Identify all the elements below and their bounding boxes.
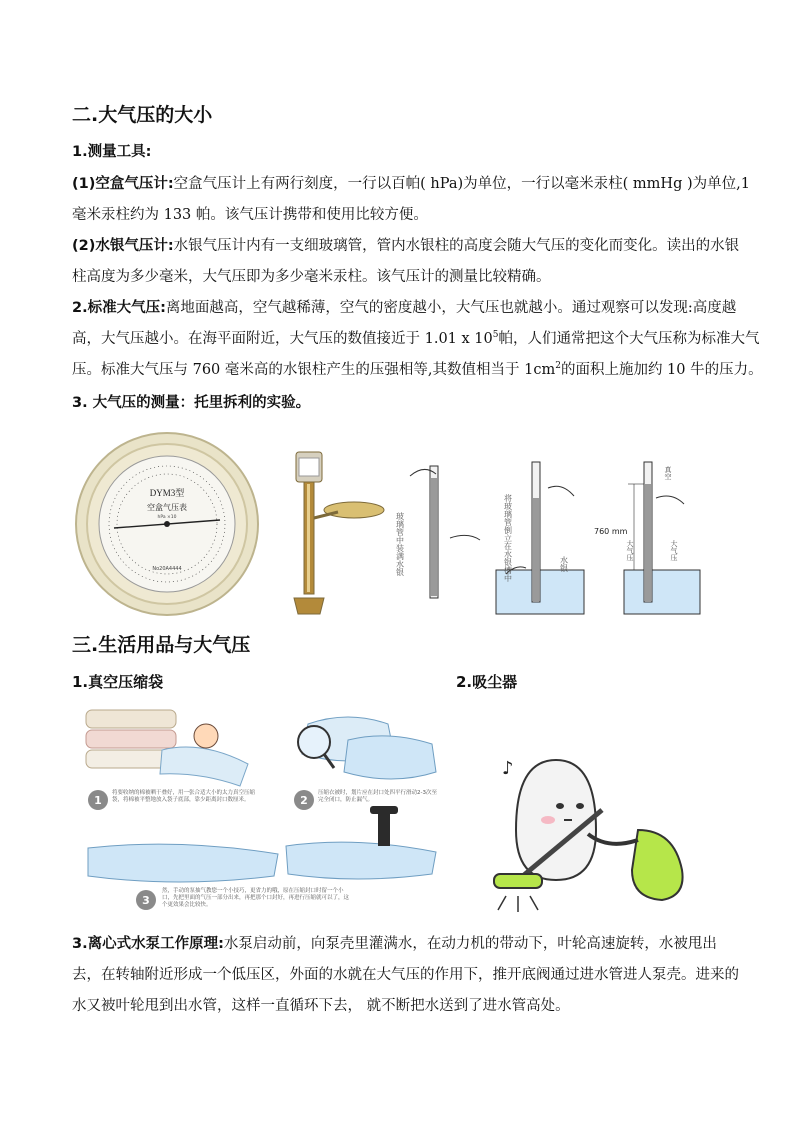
section2-title: 二.大气压的大小 xyxy=(72,104,213,126)
vacuum-bag-image xyxy=(78,700,448,918)
step2-caption: 将玻璃管倒立在水银槽中 xyxy=(503,494,513,582)
mercury-paragraph-line1: (2)水银气压计:水银气压计内有一支细玻璃管，管内水银柱的高度会随大气压的变化而变化。读出的水银 xyxy=(72,238,740,254)
step1-caption: 玻璃管中装满水银 xyxy=(395,512,405,576)
height-label: 760 mm xyxy=(594,527,628,536)
svg-text:1: 1 xyxy=(94,794,102,807)
mercury-label: (2)水银气压计: xyxy=(72,238,174,254)
vacuum-cleaner-image xyxy=(488,740,688,920)
mercury-word: 水银 xyxy=(559,556,569,572)
pump-paragraph-line2: 去，在转轴附近形成一个低压区，外面的水就在大气压的作用下，推开底阀通过进水管进人泵壳。进来的 xyxy=(72,967,739,983)
aneroid-barometer-image xyxy=(74,430,260,618)
aneroid-label: (1)空盒气压计: xyxy=(72,176,174,192)
aneroid-unit-text: hPa ×10 xyxy=(157,515,177,520)
aneroid-model-text: DYM3型 xyxy=(149,488,185,498)
section3-title: 三.生活用品与大气压 xyxy=(72,634,251,656)
atm-right-label: 大气压 xyxy=(670,540,678,561)
pump-paragraph-line1: 3.离心式水泵工作原理:水泵启动前，向泵壳里灌满水，在动力机的带动下，叶轮高速旋转，水被甩出 xyxy=(72,936,717,952)
bag-step3-caption: 然，手动的泵抽气教您一个小技巧，更省力的哦，原在压缩封口时留一个小口，先把里面的气压一部分出来，再把那个口封好，再进行压缩就可以了，这个更效果会比较快。 xyxy=(162,888,350,908)
pump-paragraph-line3: 水又被叶轮甩到出水管，这样一直循环下去， 就不断把水送到了进水管高处。 xyxy=(72,998,570,1014)
vacuum-cleaner-heading: 2.吸尘器 xyxy=(456,673,518,691)
measure-heading: 3. 大气压的测量：托里拆利的实验。 xyxy=(72,395,311,411)
aneroid-paragraph-line2: 毫米汞柱约为 133 帕。该气压计携带和使用比较方便。 xyxy=(72,207,428,223)
tools-heading: 1.测量工具: xyxy=(72,144,152,160)
standard-label: 2.标准大气压: xyxy=(72,300,166,316)
svg-text:2: 2 xyxy=(300,794,308,807)
atm-left-label: 大气压 xyxy=(626,540,634,561)
torricelli-experiment-image xyxy=(395,458,710,618)
mercury-barometer-image xyxy=(282,448,386,618)
vacuum-label: 真空 xyxy=(664,466,672,480)
vacuum-bag-heading: 1.真空压缩袋 xyxy=(72,673,164,691)
aneroid-serial-text: No20A4444 xyxy=(152,566,182,572)
aneroid-name-text: 空盒气压表 xyxy=(147,503,187,512)
standard-paragraph-line1: 2.标准大气压:离地面越高，空气越稀薄，空气的密度越小，大气压也就越小。通过观察可以发现:高度越 xyxy=(72,300,737,316)
pump-label: 3.离心式水泵工作原理: xyxy=(72,936,224,952)
music-note-icon: ♪ xyxy=(502,758,514,779)
mercury-paragraph-line2: 柱高度为多少毫米，大气压即为多少毫米汞柱。该气压计的测量比较精确。 xyxy=(72,269,551,285)
bag-step1-caption: 将要收纳的棉被晒干叠好，用一张合适大小的太力真空压缩袋，将棉被平整地放入袋子底部，靠少距离封口数厘米。 xyxy=(112,790,256,803)
bag-step2-caption: 压缩衣被时，划片应在封口处四平行滑动2-3次至完全闭口，防止漏气。 xyxy=(318,790,437,803)
standard-paragraph-line2: 高，大气压越小。在海平面附近，大气压的数值接近于 1.01 x $10^5$帕，人们通常把这个大气压称为标准大气 xyxy=(72,330,760,347)
svg-text:3: 3 xyxy=(142,894,150,907)
standard-paragraph-line3: 压。标准大气压与 760 毫米高的水银柱产生的压强相等,其数值相当于 $1cm^2$的面积上施加约 10 牛的压力。 xyxy=(72,361,763,378)
aneroid-paragraph-line1: (1)空盒气压计:空盒气压计上有两行刻度，一行以百帕( hPa)为单位，一行以毫米汞柱( mmHg )为单位,1 xyxy=(72,176,750,192)
